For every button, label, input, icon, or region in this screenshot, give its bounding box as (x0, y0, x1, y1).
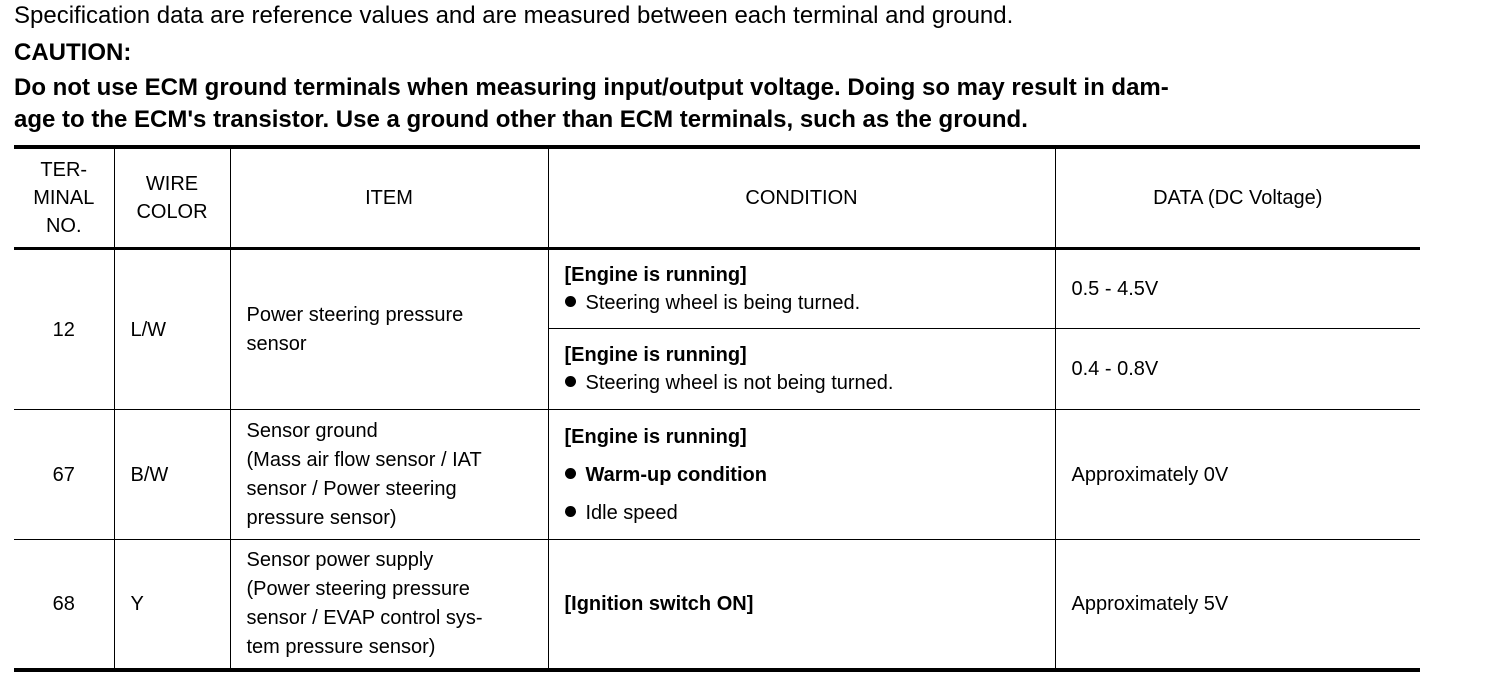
caution-text (14, 72, 1434, 136)
header-item: ITEM (230, 147, 548, 249)
table-row (14, 249, 1420, 329)
condition-bullet: Idle speed (565, 494, 1055, 532)
condition-bullet: Warm-up condition (565, 456, 1055, 494)
bullet-dot-icon (565, 468, 576, 479)
header-terminal-no: TER- MINAL NO. (33, 159, 95, 237)
condition-title: [Engine is running] (564, 344, 747, 366)
item-cell: Sensor ground (Mass air flow sensor / IAT sensor / Power steering pressure sensor) (230, 410, 548, 540)
bullet-dot-icon (565, 376, 576, 387)
header-condition: CONDITION (548, 147, 1055, 249)
caution-title: CAUTION: (14, 39, 132, 66)
terminal-spec-table (14, 145, 1420, 672)
intro-text: Specification data are reference values and are measured between each terminal and ground. (14, 2, 1014, 29)
table-header-row (14, 147, 1420, 249)
caution-line-2: age to the ECM's transistor. Use a ground other than ECM terminals, such as the ground. (14, 106, 1028, 133)
header-wire-color: WIRE COLOR (114, 147, 230, 249)
table-row (14, 540, 1420, 670)
condition-title: [Engine is running] (564, 425, 747, 448)
bullet-dot-icon (565, 506, 576, 517)
bullet-dot-icon (565, 296, 576, 307)
condition-title: [Ignition switch ON] (564, 592, 754, 615)
condition-cell (548, 410, 1055, 540)
table-row (14, 410, 1420, 540)
wire-color: B/W (114, 410, 230, 540)
terminal-no: 68 (52, 592, 75, 615)
condition-cell (548, 540, 1055, 670)
item-cell: Sensor power supply (Power steering pressure sensor / EVAP control sys- tem pressure sensor) (230, 540, 548, 670)
wire-color: L/W (114, 249, 230, 410)
terminal-no: 67 (52, 463, 75, 486)
data-value: Approximately 5V (1055, 540, 1420, 670)
terminal-no: 12 (52, 318, 75, 341)
item-cell: Power steering pressure sensor (230, 249, 548, 410)
header-data: DATA (DC Voltage) (1055, 147, 1420, 249)
condition-title: [Engine is running] (564, 264, 747, 286)
condition-bullet: Steering wheel is being turned. (565, 289, 1055, 317)
condition-cell (548, 329, 1055, 410)
condition-cell (548, 249, 1055, 329)
data-value: 0.5 - 4.5V (1055, 249, 1420, 329)
data-value: 0.4 - 0.8V (1055, 329, 1420, 410)
wire-color: Y (114, 540, 230, 670)
data-value: Approximately 0V (1055, 410, 1420, 540)
condition-bullet: Steering wheel is not being turned. (565, 369, 1055, 397)
caution-line-1: Do not use ECM ground terminals when measuring input/output voltage. Doing so may result in dam- (14, 74, 1169, 101)
